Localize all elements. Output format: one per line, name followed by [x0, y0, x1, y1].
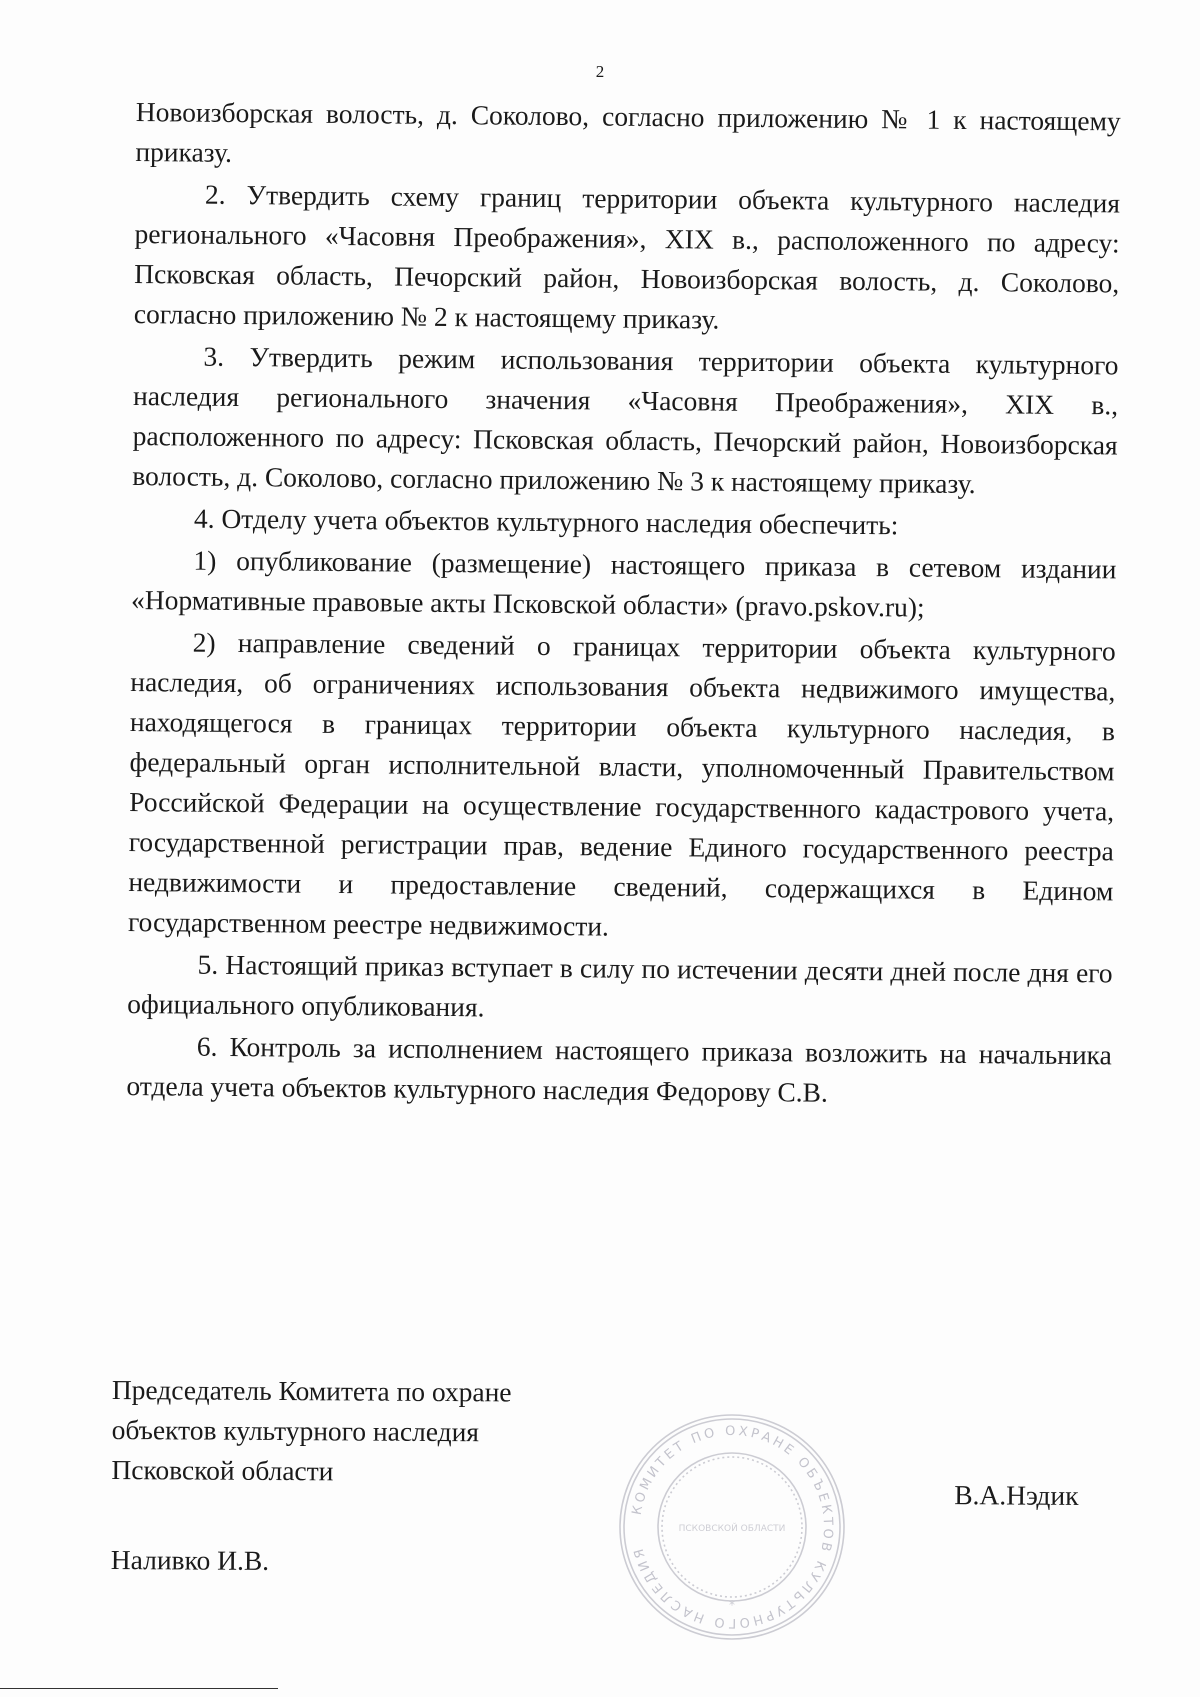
signer-title-line-3: Псковской области [111, 1453, 334, 1487]
signer-title-line-1: Председатель Комитета по охране [111, 1373, 512, 1408]
svg-text:*: * [729, 1598, 735, 1612]
official-seal-stamp [614, 1409, 850, 1645]
paragraph-5: 5. Настоящий приказ вступает в силу по истечении десяти дней после дня его официального опубликования. [127, 948, 1113, 1023]
signer-name: В.А.Нэдик [954, 1479, 1079, 1511]
document-body [126, 92, 1121, 1117]
paragraph-4-item-1: 1) опубликование (размещение) настоящего приказа в сетевом издании «Нормативные правовые акты Псковской области» (pravo.pskov.ru); [130, 544, 1117, 623]
paragraph-6: 6. Контроль за исполнением настоящего приказа возложить на начальника отдела учета объектов культурного наследия Федорову С.В. [126, 1030, 1112, 1108]
signer-title-line-2: объектов культурного наследия [111, 1413, 480, 1448]
seal-inner-text: ПСКОВСКОЙ ОБЛАСТИ [678, 1524, 786, 1534]
seal-ring-text: КОМИТЕТ ПО ОХРАНЕ ОБЪЕКТОВ КУЛЬТУРНОГО НАСЛЕДИЯ [629, 1423, 836, 1631]
paragraph-1-continuation: Новоизборская волость, д. Соколово, согласно приложению № 1 к настоящему приказу. [135, 95, 1121, 168]
footer-divider [0, 1688, 278, 1689]
paragraph-2: 2. Утвердить схему границ территории объекта культурного наследия регионального «Часовня Преображения», XIX в., расположенного по адресу: Псковская область, Печорский район, Новоизборская волость, д. Соколово, согласно приложению № 2 к настоящему приказу. [133, 178, 1121, 335]
paragraph-3: 3. Утвердить режим использования территории объекта культурного наследия регионального значения «Часовня Преображения», XIX в., расположенного по адресу: Псковская область, Печорский район, Новоизборская волость, д. Соколово, согласно приложению № 3 к настоящему приказу. [132, 340, 1119, 500]
executor-name: Наливко И.В. [110, 1543, 270, 1576]
paragraph-4-item-2: 2) направление сведений о границах территории объекта культурного наследия, об ограничениях использования объекта недвижимого имущества, находящегося в границах территории объекта культурного наследия, в федеральный орган исполнительной власти, уполномоченный Правительством Российской Федерации на осуществление государственного кадастрового учета, государственной регистрации прав, ведение Единого государственного реестра недвижимости и предоставление сведений, содержащихся в Едином государственном реестре недвижимости. [127, 626, 1116, 942]
paragraph-4: 4. Отделу учета объектов культурного наследия обеспечить: [193, 502, 899, 541]
page-number: 2 [595, 62, 605, 81]
